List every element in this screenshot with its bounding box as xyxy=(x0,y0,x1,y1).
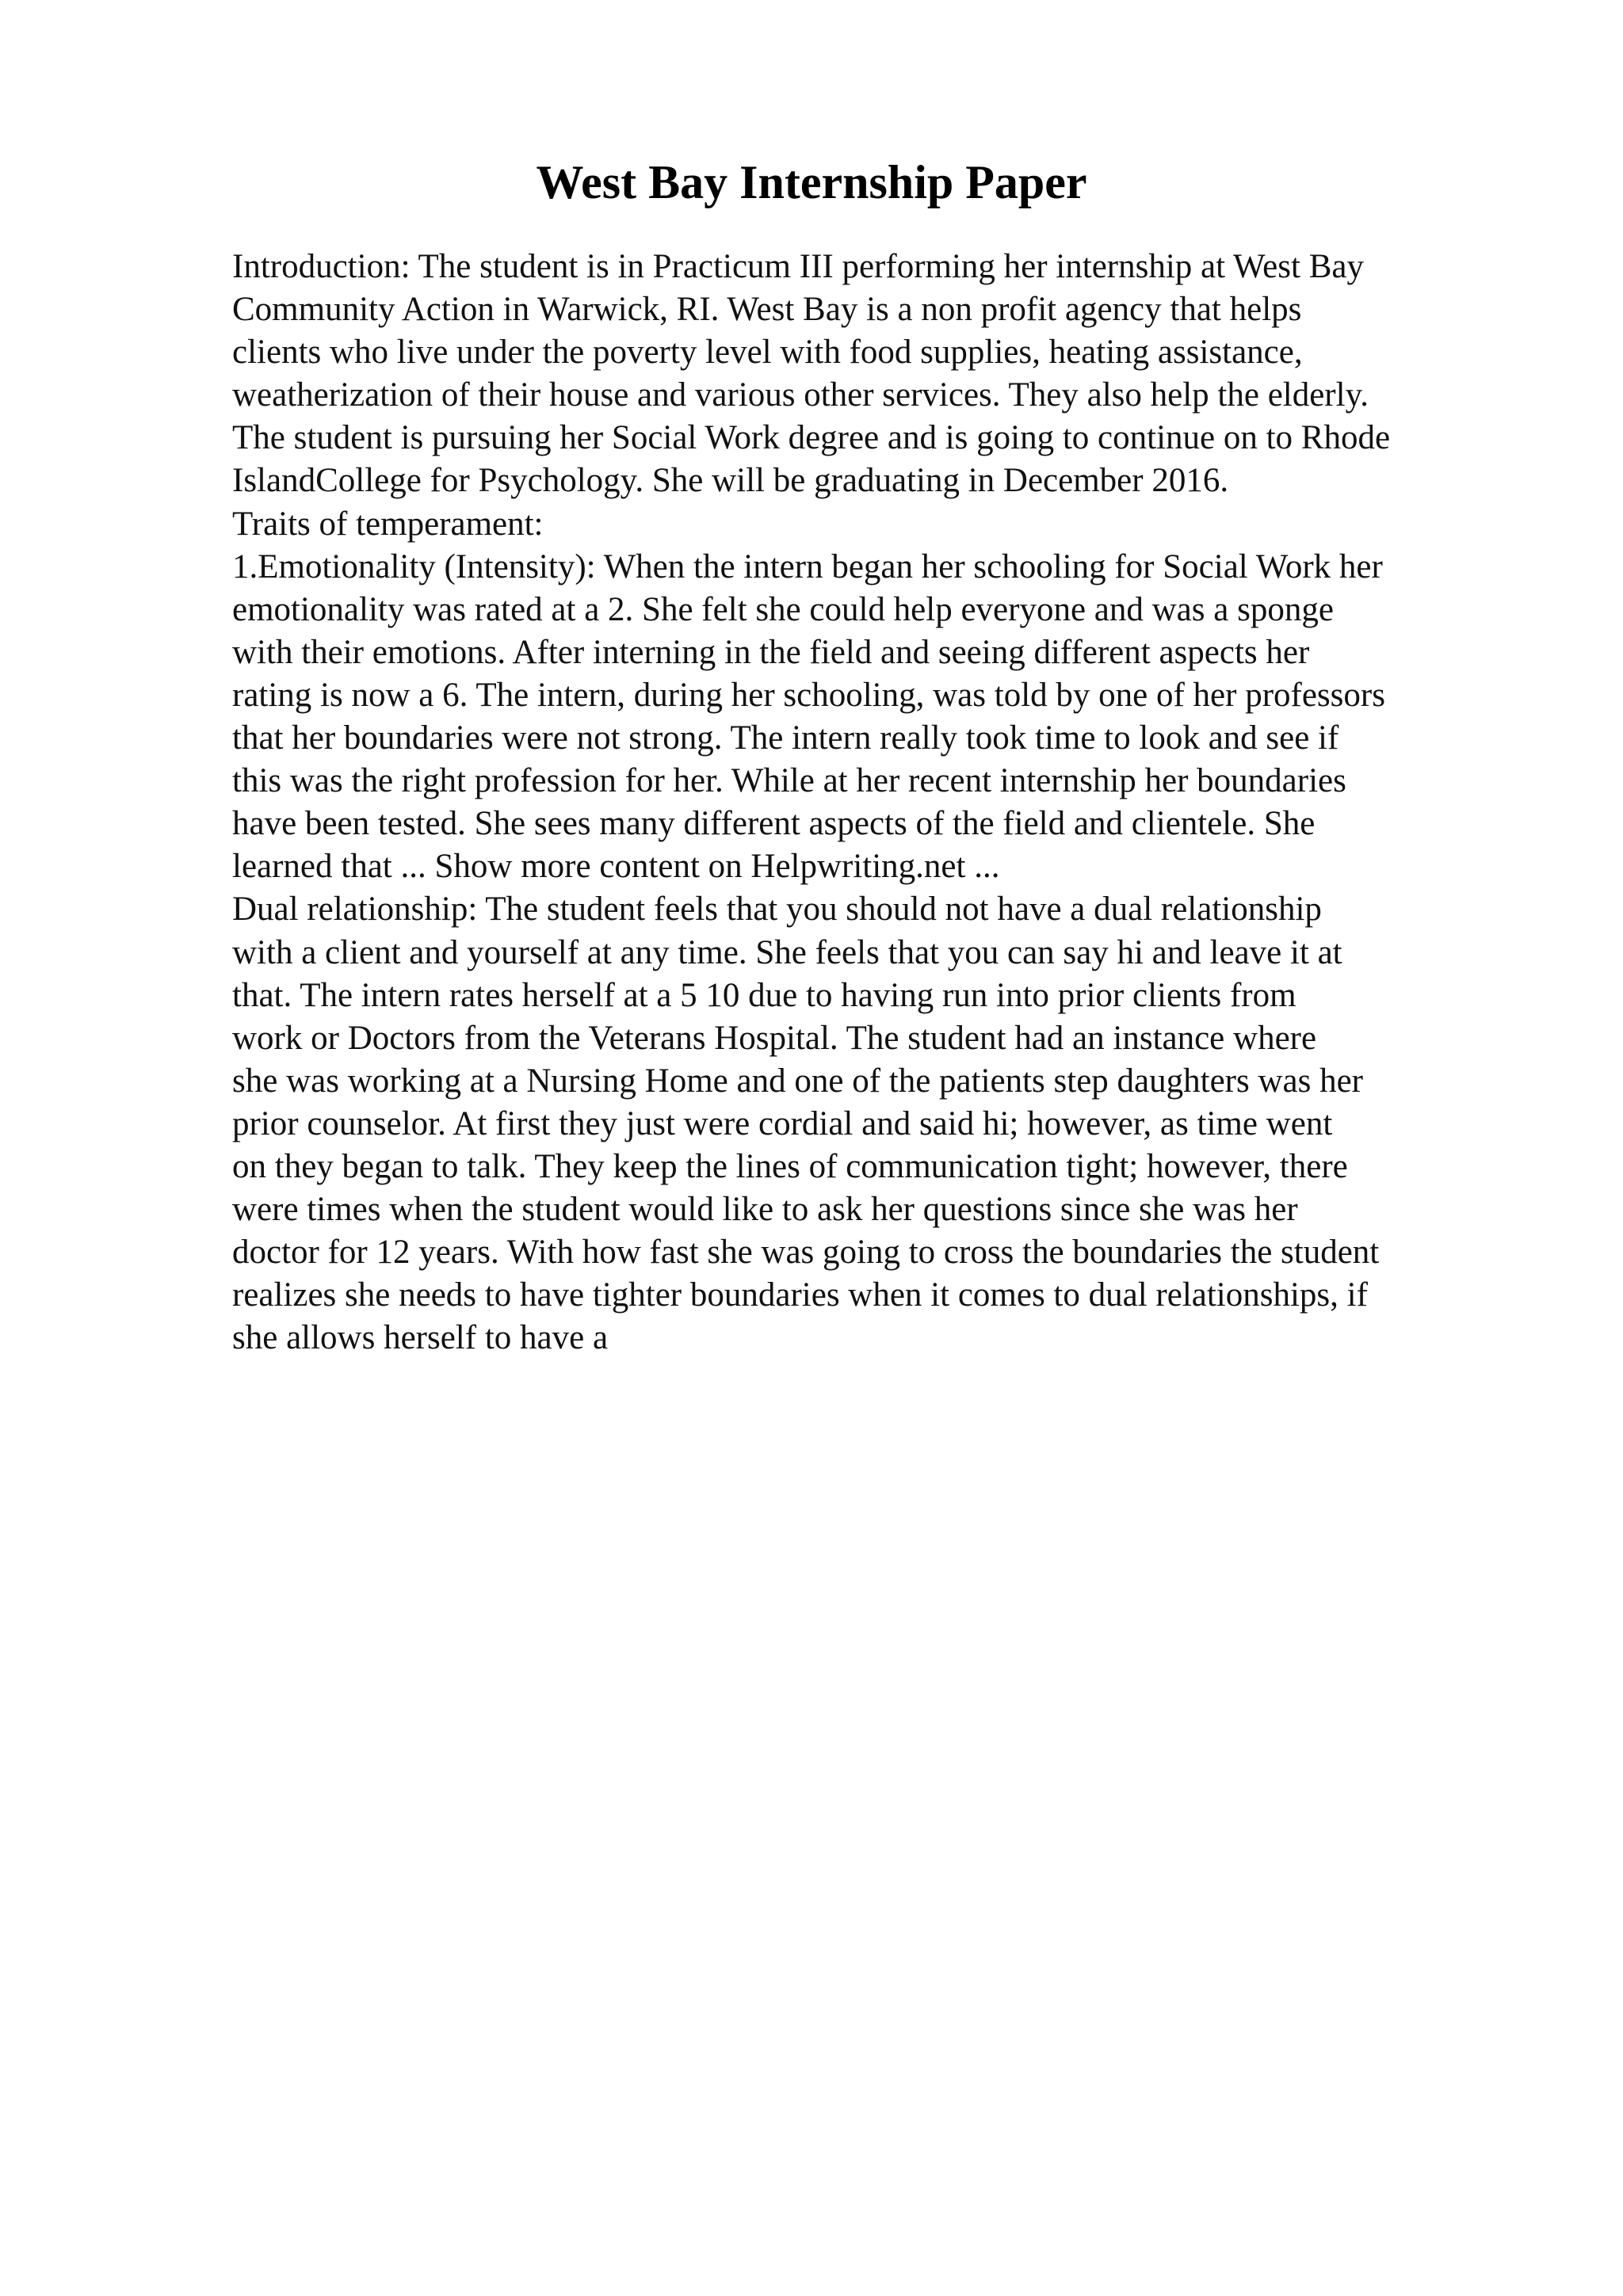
body-line: with a client and yourself at any time. She feels that you can say hi and leave it at xyxy=(232,933,1342,971)
body-line: with their emotions. After interning in the field and seeing different aspects her xyxy=(232,633,1310,671)
body-line: that. The intern rates herself at a 5 10 due to having run into prior clients from xyxy=(232,976,1296,1014)
body-line: The student is pursuing her Social Work degree and is going to continue on to Rhode xyxy=(232,419,1391,457)
body-line: she was working at a Nursing Home and one of the patients step daughters was her xyxy=(232,1062,1363,1100)
body-line: on they began to talk. They keep the lines of communication tight; however, there xyxy=(232,1147,1348,1185)
body-line: were times when the student would like to ask her questions since she was her xyxy=(232,1191,1298,1229)
body-line: have been tested. She sees many different aspects of the field and clientele. She xyxy=(232,805,1316,843)
body-line: she allows herself to have a xyxy=(232,1319,609,1357)
body-line: realizes she needs to have tighter boundaries when it comes to dual relationships, if xyxy=(232,1276,1368,1314)
body-line: work or Doctors from the Veterans Hospital. The student had an instance where xyxy=(232,1019,1317,1057)
document-body xyxy=(232,246,1516,1360)
body-line: doctor for 12 years. With how fast she was going to cross the boundaries the student xyxy=(232,1234,1380,1272)
section-heading-traits: Traits of temperament: xyxy=(232,505,544,543)
body-line: weatherization of their house and various other services. They also help the elderly. xyxy=(232,376,1369,414)
body-line: this was the right profession for her. While at her recent internship her boundaries xyxy=(232,762,1346,800)
body-line: clients who live under the poverty level with food supplies, heating assistance, xyxy=(232,334,1303,372)
body-line: prior counselor. At first they just were cordial and said hi; however, as time went xyxy=(232,1104,1333,1142)
body-line: IslandCollege for Psychology. She will be graduating in December 2016. xyxy=(232,462,1229,500)
document-title: West Bay Internship Paper xyxy=(536,156,1087,208)
body-line: 1.Emotionality (Intensity): When the intern began her schooling for Social Work her xyxy=(232,547,1383,585)
body-line: that her boundaries were not strong. The intern really took time to look and see if xyxy=(232,719,1339,757)
show-more-line: learned that ... Show more content on Helpwriting.net ... xyxy=(232,848,1000,886)
body-line: emotionality was rated at a 2. She felt she could help everyone and was a sponge xyxy=(232,590,1334,628)
body-line: Introduction: The student is in Practicum III performing her internship at West Bay xyxy=(232,248,1364,285)
body-line: rating is now a 6. The intern, during her schooling, was told by one of her professors xyxy=(232,676,1385,714)
body-line: Dual relationship: The student feels that you should not have a dual relationship xyxy=(232,891,1322,929)
body-line: Community Action in Warwick, RI. West Bay is a non profit agency that helps xyxy=(232,291,1302,329)
